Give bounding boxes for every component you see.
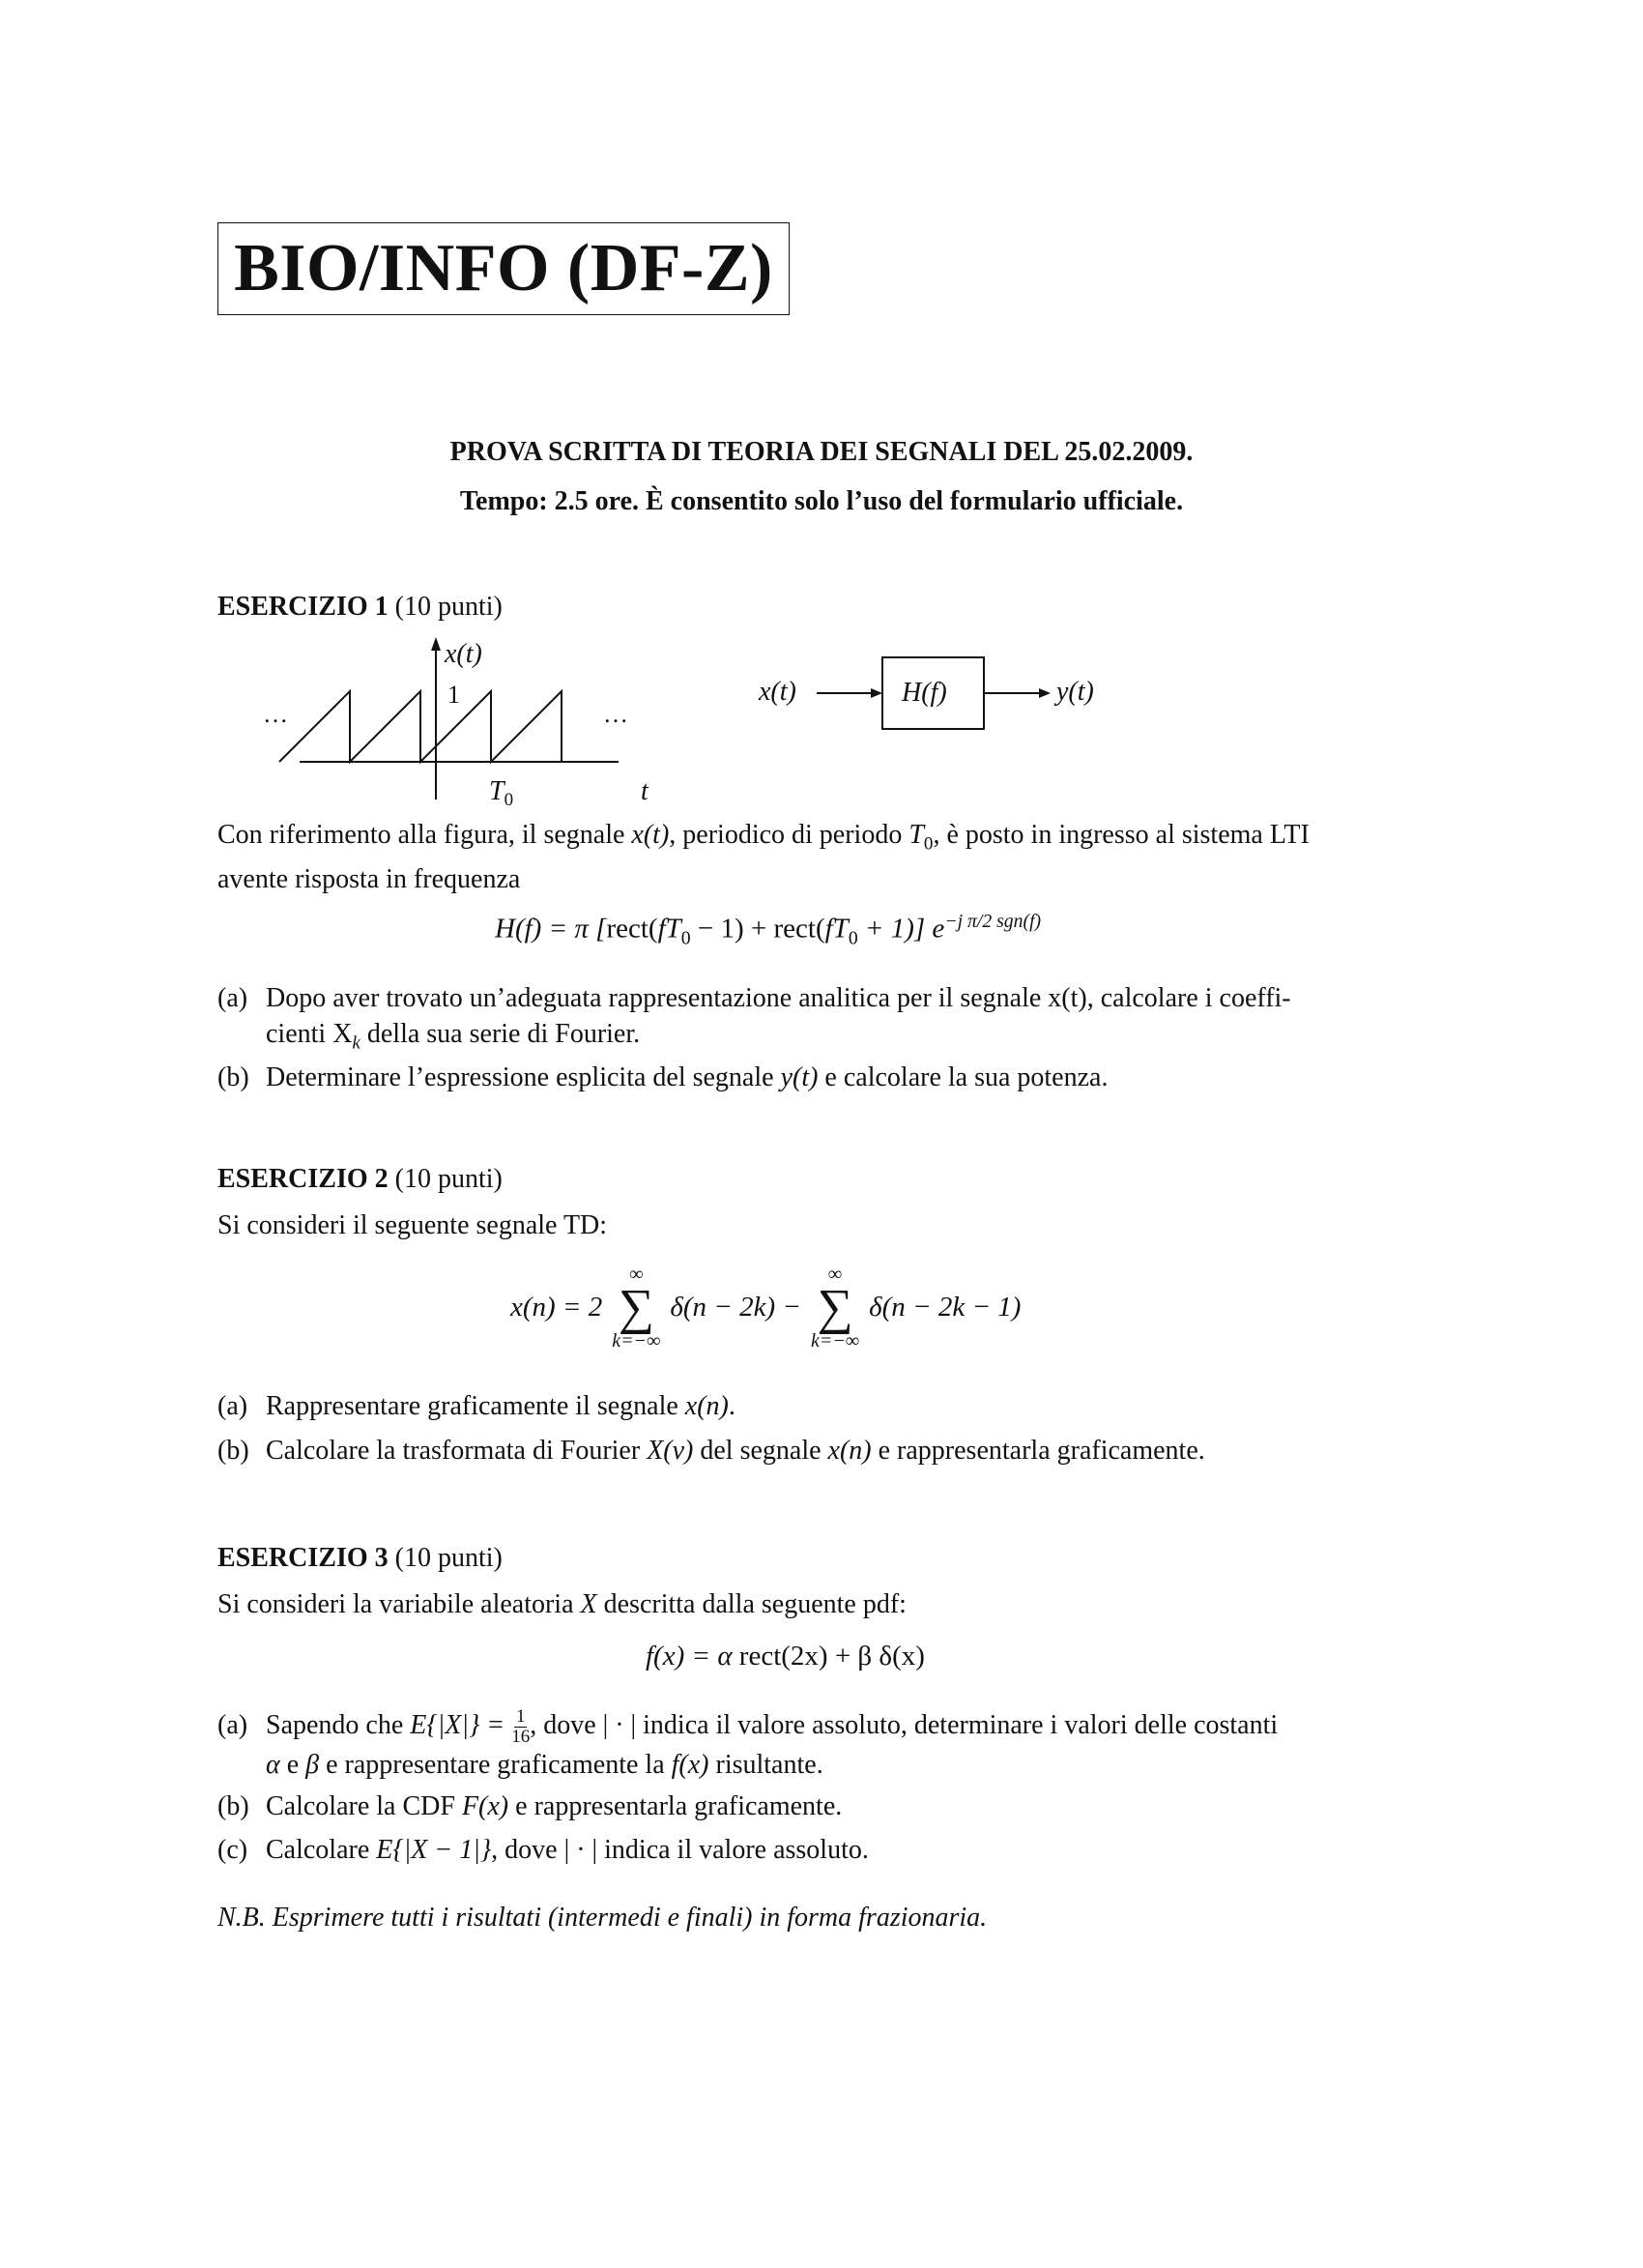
nota-bene: N.B. Esprimere tutti i risultati (intermedi e finali) in forma frazionaria. — [217, 1903, 988, 1933]
lti-block-diagram — [749, 650, 1136, 737]
output-arrowhead — [1039, 688, 1051, 698]
paragraph-line-2: avente risposta in frequenza — [217, 863, 521, 894]
exercise-3-points: (10 punti) — [394, 1543, 503, 1573]
fraction-one-sixteenth: $\frac{1}{16}$ — [511, 1706, 531, 1748]
amplitude-one-label: 1 — [447, 681, 460, 709]
title-box — [217, 222, 790, 315]
sawtooth-waveform — [279, 691, 562, 762]
exercise-1-heading — [217, 590, 503, 625]
pdf-formula: f(x) = α rect(2x) + β δ(x) — [646, 1641, 925, 1672]
exercise-2-intro: Si consideri il seguente segnale TD: — [217, 1210, 608, 1240]
exercise-3-item-a: (a) Sapendo che E{|X|} = $\frac{1}{16}$ , dove | · | indica il valore assoluto, determinare i valori delle costanti α e β e rappresentare graficamente la f(x) risultante. — [217, 1706, 1279, 1781]
exam-header: PROVA SCRITTA DI TEORIA DEI SEGNALI DEL 25.02.2009. — [449, 437, 1194, 467]
exercise-2-item-a: (a) Rappresentare graficamente il segnale x(n). — [217, 1391, 735, 1421]
exercise-3-item-b: (b) Calcolare la CDF F(x) e rappresentarla graficamente. — [217, 1791, 843, 1821]
exercise-3-intro: Si consideri la variabile aleatoria X descritta dalla seguente pdf: — [217, 1589, 907, 1619]
left-dots: … — [263, 700, 288, 728]
summation-2: ∞ ∑ k=−∞ — [810, 1264, 860, 1352]
input-signal-label: x(t) — [759, 677, 796, 707]
summation-1: ∞ ∑ k=−∞ — [612, 1264, 661, 1352]
exercise-3-heading — [217, 1541, 503, 1576]
time-label: t — [641, 776, 649, 806]
exercise-2-heading — [217, 1162, 503, 1197]
period-label: $T_0$ — [489, 776, 514, 810]
exercise-3-item-c: (c) Calcolare E{|X − 1|}, dove | · | indica il valore assoluto. — [217, 1835, 869, 1865]
axis-arrow — [431, 637, 441, 651]
right-dots: … — [603, 700, 628, 728]
discrete-signal-formula: x(n) = 2 ∞ ∑ k=−∞ δ(n − 2k) − ∞ ∑ k=−∞ δ(n − 2k − 1) — [510, 1264, 1022, 1352]
transfer-function-label: H(f) — [902, 678, 947, 708]
sawtooth-signal-figure — [251, 633, 677, 817]
exercise-2-title: ESERCIZIO 2 — [217, 1164, 389, 1194]
exercise-3-title: ESERCIZIO 3 — [217, 1543, 389, 1573]
output-signal-label: y(t) — [1056, 677, 1094, 707]
exercise-1-title: ESERCIZIO 1 — [217, 592, 389, 622]
document-title: BIO/INFO (DF-Z) — [234, 231, 773, 305]
input-arrowhead — [871, 688, 882, 698]
exercise-1-item-a: (a) Dopo aver trovato un’adeguata rappresentazione analitica per il segnale x(t), calcolare i coeffi- cienti $X_k$ della sua serie di Fourier. — [217, 983, 1291, 1054]
signal-label: x(t) — [445, 639, 482, 669]
exercise-1-item-b: (b) Determinare l’espressione esplicita del segnale y(t) e calcolare la sua potenza. — [217, 1062, 1109, 1092]
frequency-response-formula: H(f) = π [$rect(fT_0 - 1)$ + $rect(fT_0 + 1)$] $e^{-j \pi/2 sgn(f)}$ — [495, 911, 1042, 949]
exercise-1-points: (10 punti) — [394, 592, 503, 622]
exercise-2-item-b: (b) Calcolare la trasformata di Fourier X(ν) del segnale x(n) e rappresentarla graficamente. — [217, 1436, 1205, 1466]
exercise-2-points: (10 punti) — [394, 1164, 503, 1194]
exam-time-note: Tempo: 2.5 ore. È consentito solo l’uso del formulario ufficiale. — [459, 486, 1184, 516]
exercise-1-paragraph — [217, 818, 1416, 897]
paragraph-line-1: Con riferimento alla figura, il segnale x(t), periodico di periodo $T_0$, è posto in ingresso al sistema LTI — [217, 820, 1310, 855]
